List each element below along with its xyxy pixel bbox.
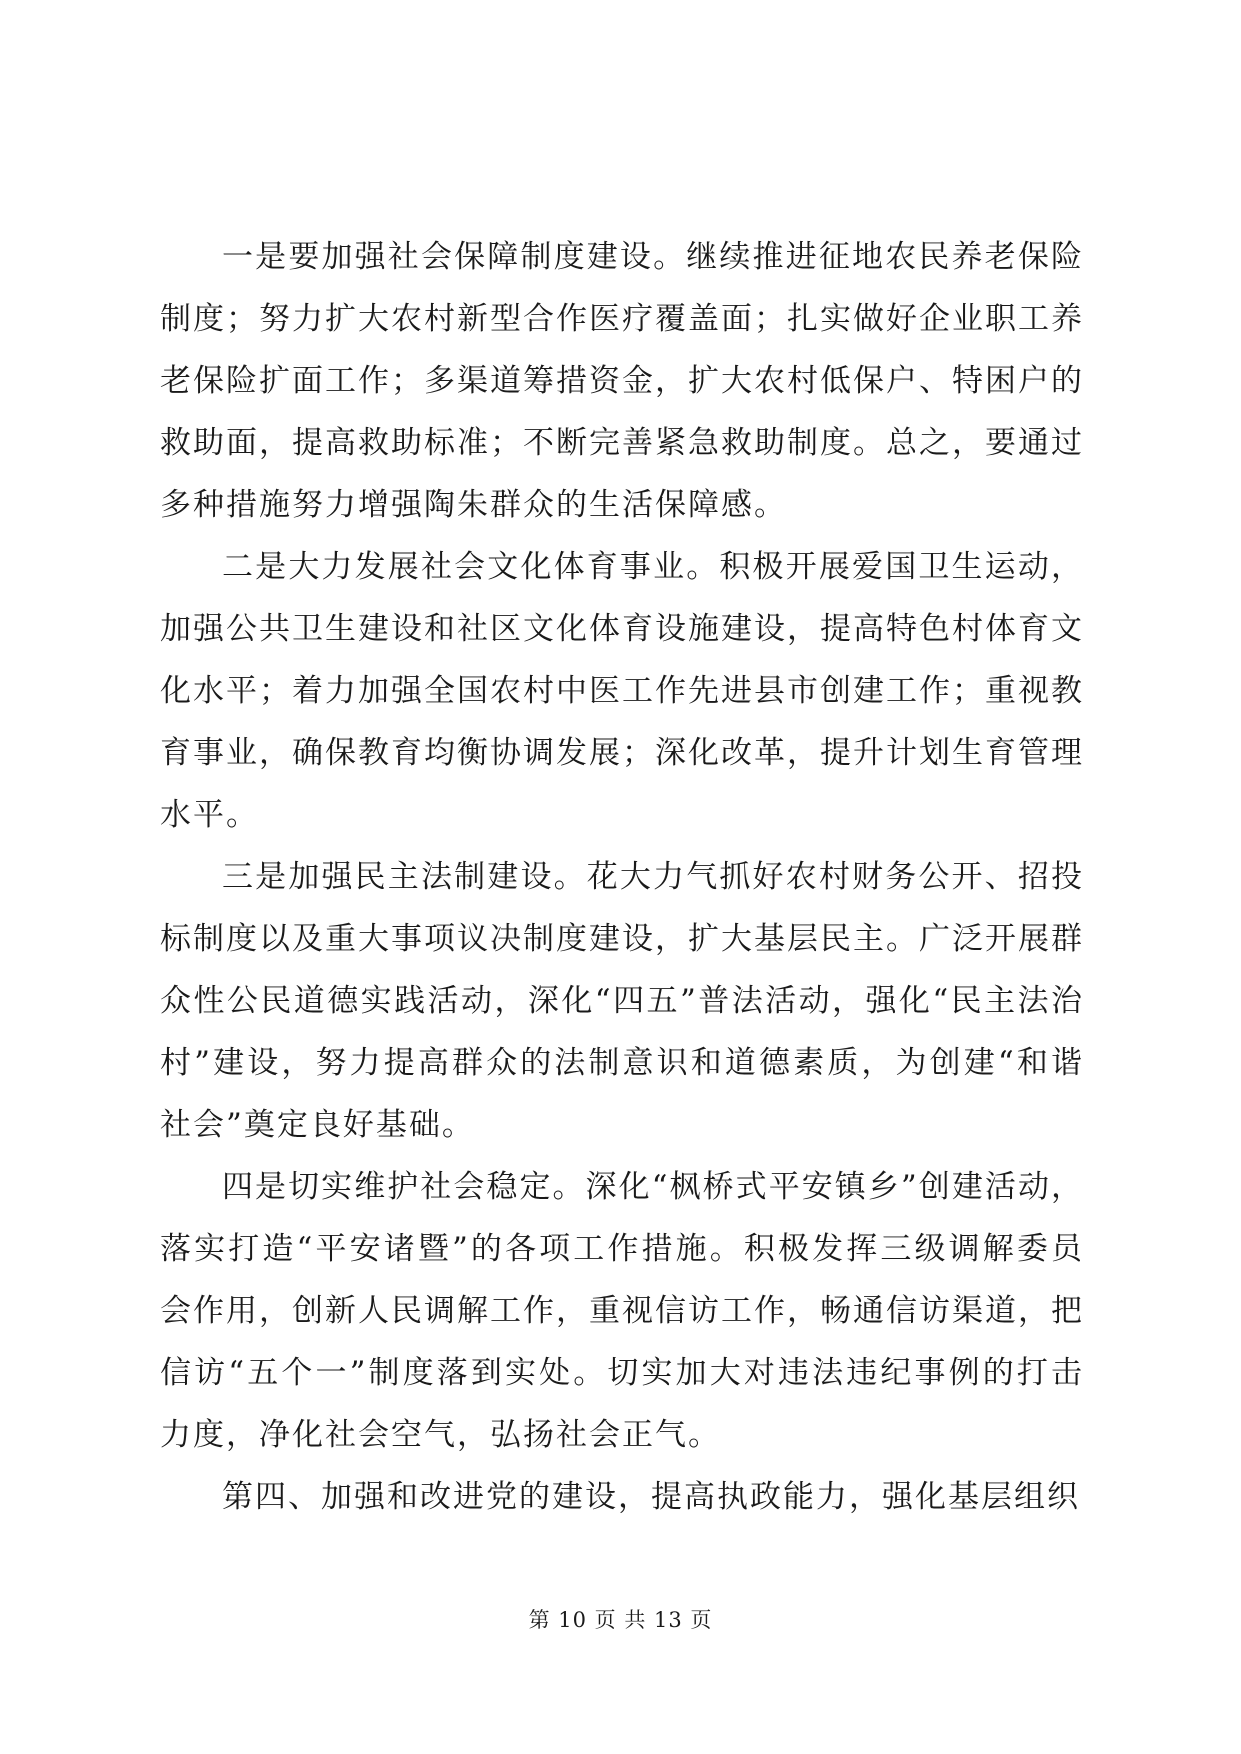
paragraph-party-building: 第四、加强和改进党的建设，提高执政能力，强化基层组织 bbox=[222, 1479, 1080, 1515]
document-body bbox=[160, 226, 1084, 1528]
paragraph-culture-sports: 二是大力发展社会文化体育事业。积极开展爱国卫生运动，加强公共卫生建设和社区文化体育设施建设，提高特色村体育文化水平；着力加强全国农村中医工作先进县市创建工作；重视教育事业，确保教育均衡协调发展；深化改革，提升计划生育管理水平。 bbox=[160, 549, 1084, 833]
page-number-footer: 第 10 页 共 13 页 bbox=[528, 1608, 713, 1632]
paragraph-social-security: 一是要加强社会保障制度建设。继续推进征地农民养老保险制度；努力扩大农村新型合作医疗覆盖面；扎实做好企业职工养老保险扩面工作；多渠道筹措资金，扩大农村低保户、特困户的救助面，提高救助标准；不断完善紧急救助制度。总之，要通过多种措施努力增强陶朱群众的生活保障感。 bbox=[160, 239, 1084, 523]
paragraph-social-stability: 四是切实维护社会稳定。深化“枫桥式平安镇乡”创建活动，落实打造“平安诸暨”的各项工作措施。积极发挥三级调解委员会作用，创新人民调解工作，重视信访工作，畅通信访渠道，把信访“五个一”制度落到实处。切实加大对违法违纪事例的打击力度，净化社会空气，弘扬社会正气。 bbox=[160, 1169, 1084, 1453]
paragraph-democracy-law: 三是加强民主法制建设。花大力气抓好农村财务公开、招投标制度以及重大事项议决制度建设，扩大基层民主。广泛开展群众性公民道德实践活动，深化“四五”普法活动，强化“民主法治村”建设，努力提高群众的法制意识和道德素质，为创建“和谐社会”奠定良好基础。 bbox=[160, 859, 1084, 1143]
